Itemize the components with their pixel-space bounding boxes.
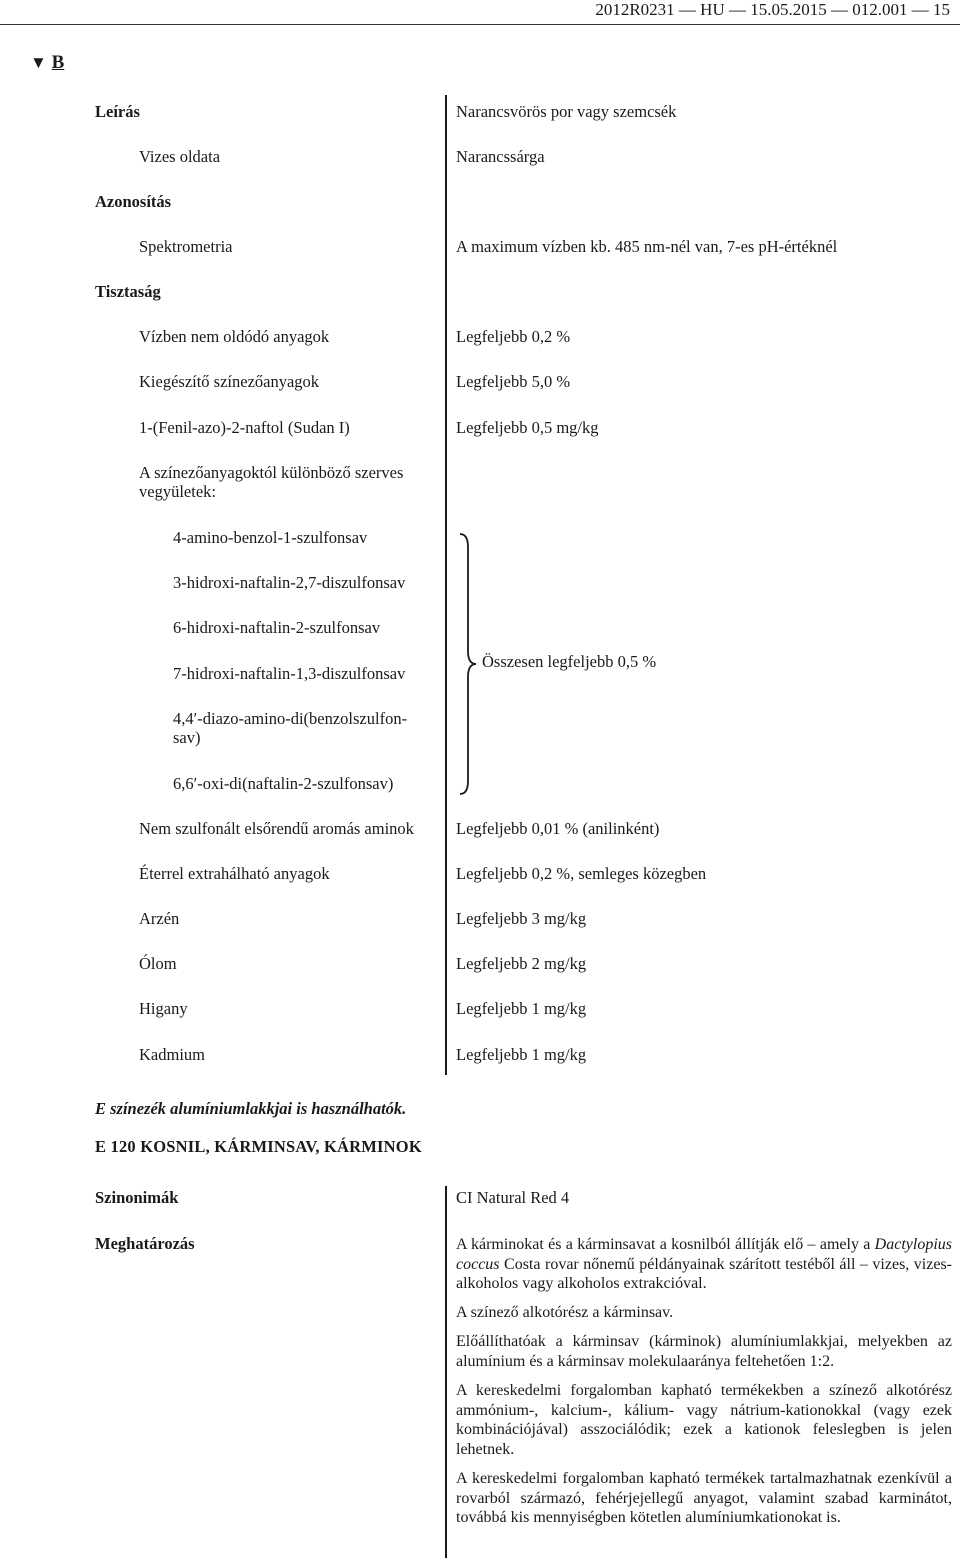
amendment-marker <box>30 52 64 74</box>
compound-1: 4-amino-benzol-1-szulfonsav <box>173 528 368 547</box>
definition-paragraph-5: A kereskedelmi forgalomban kapható termékek tartalmazhatnak ezenkívül a rovarból származó, fehérjejellegű anyagot, valamint szabad karminátot, továbbá kis mennyiségben kötetlen alumíniumkationokat is. <box>456 1470 952 1527</box>
value-leiras: Narancsvörös por vagy szemcsék <box>456 102 677 121</box>
column-divider <box>445 95 447 1075</box>
value-szinonimak: CI Natural Red 4 <box>456 1188 570 1207</box>
value-vizben-nem-oldodo: Legfeljebb 0,2 % <box>456 327 571 346</box>
value-olom: Legfeljebb 2 mg/kg <box>456 954 587 973</box>
label-higany: Higany <box>139 999 188 1018</box>
definition-paragraph-3: Előállíthatóak a kárminsav (kárminok) alumíniumlakkjai, melyekben az alumínium és a kárminsav molekulaaránya feltehetően 1:2. <box>456 1333 952 1370</box>
label-arzen: Arzén <box>139 909 180 928</box>
header-rule <box>0 24 960 25</box>
value-spektrometria: A maximum vízben kb. 485 nm-nél van, 7-es pH-értéknél <box>456 237 838 256</box>
section-title-e120: E 120 KOSNIL, KÁRMINSAV, KÁRMINOK <box>95 1137 422 1156</box>
label-nem-szulfonalt: Nem szulfonált elsőrendű aromás aminok <box>139 819 414 838</box>
label-meghatarozas: Meghatározás <box>95 1234 195 1253</box>
value-sudan: Legfeljebb 0,5 mg/kg <box>456 418 599 437</box>
compound-3: 6-hidroxi-naftalin-2-szulfonsav <box>173 618 381 637</box>
label-eterrel: Éterrel extrahálható anyagok <box>139 864 330 883</box>
species-name: Dactylopius coccus <box>456 1236 952 1273</box>
label-vizben-nem-oldodo: Vízben nem oldódó anyagok <box>139 327 330 346</box>
compound-5-line2: sav) <box>173 728 201 747</box>
label-olom: Ólom <box>139 954 177 973</box>
value-osszesen: Összesen legfeljebb 0,5 % <box>482 652 657 671</box>
label-tisztasag: Tisztaság <box>95 282 161 301</box>
column-divider-2 <box>445 1186 447 1558</box>
value-kadmium: Legfeljebb 1 mg/kg <box>456 1045 587 1064</box>
value-arzen: Legfeljebb 3 mg/kg <box>456 909 587 928</box>
compound-6: 6,6′-oxi-di(naftalin-2-szulfonsav) <box>173 774 394 793</box>
definition-paragraph-2: A színező alkotórész a kárminsav. <box>456 1304 674 1321</box>
triangle-down-icon: ▼ <box>30 53 47 72</box>
value-vizes-oldata: Narancssárga <box>456 147 545 166</box>
compound-2: 3-hidroxi-naftalin-2,7-diszulfonsav <box>173 573 406 592</box>
label-szerves-line2: vegyületek: <box>139 482 216 501</box>
definition-paragraph-1 <box>456 1235 952 1294</box>
value-nem-szulfonalt: Legfeljebb 0,01 % (anilinként) <box>456 819 660 838</box>
definition-p1-part-a: A kárminokat és a kárminsavat a kosnilból állítják elő – amely a <box>456 1236 875 1253</box>
value-eterrel: Legfeljebb 0,2 %, semleges közegben <box>456 864 707 883</box>
compound-5-line1: 4,4′-diazo-amino-di(benzolszulfon- <box>173 709 408 728</box>
label-azonositas: Azonosítás <box>95 192 172 211</box>
definition-p1-part-b: Costa rovar nőnemű példányainak szárított testéből áll – vizes, vizes-alkoholos vagy alkoholos extrakcióval. <box>456 1255 952 1293</box>
compound-4: 7-hidroxi-naftalin-1,3-diszulfonsav <box>173 664 406 683</box>
label-sudan: 1-(Fenil-azo)-2-naftol (Sudan I) <box>139 418 350 437</box>
label-kiegeszito: Kiegészítő színezőanyagok <box>139 372 320 391</box>
amendment-letter: B <box>51 52 65 73</box>
document-header: 2012R0231 — HU — 15.05.2015 — 012.001 — 15 <box>595 0 950 19</box>
label-kadmium: Kadmium <box>139 1045 205 1064</box>
value-higany: Legfeljebb 1 mg/kg <box>456 999 587 1018</box>
definition-paragraph-4: A kereskedelmi forgalomban kapható termékekben a színező alkotórész ammónium-, kalcium-, kálium- vagy nátrium-kationokkal (vagy ezek kombinációjával) asszociálódik; ezek a kationok feleslegben is jelen lehetnek. <box>456 1382 952 1458</box>
label-szerves-line1: A színezőanyagoktól különböző szerves <box>139 463 404 482</box>
value-kiegeszito: Legfeljebb 5,0 % <box>456 372 571 391</box>
label-szinonimak: Szinonimák <box>95 1188 179 1207</box>
label-vizes-oldata: Vizes oldata <box>139 147 221 166</box>
label-spektrometria: Spektrometria <box>139 237 233 256</box>
right-brace-icon <box>458 533 480 795</box>
label-leiras: Leírás <box>95 102 140 121</box>
lake-note: E színezék alumíniumlakkjai is használhatók. <box>95 1099 407 1118</box>
